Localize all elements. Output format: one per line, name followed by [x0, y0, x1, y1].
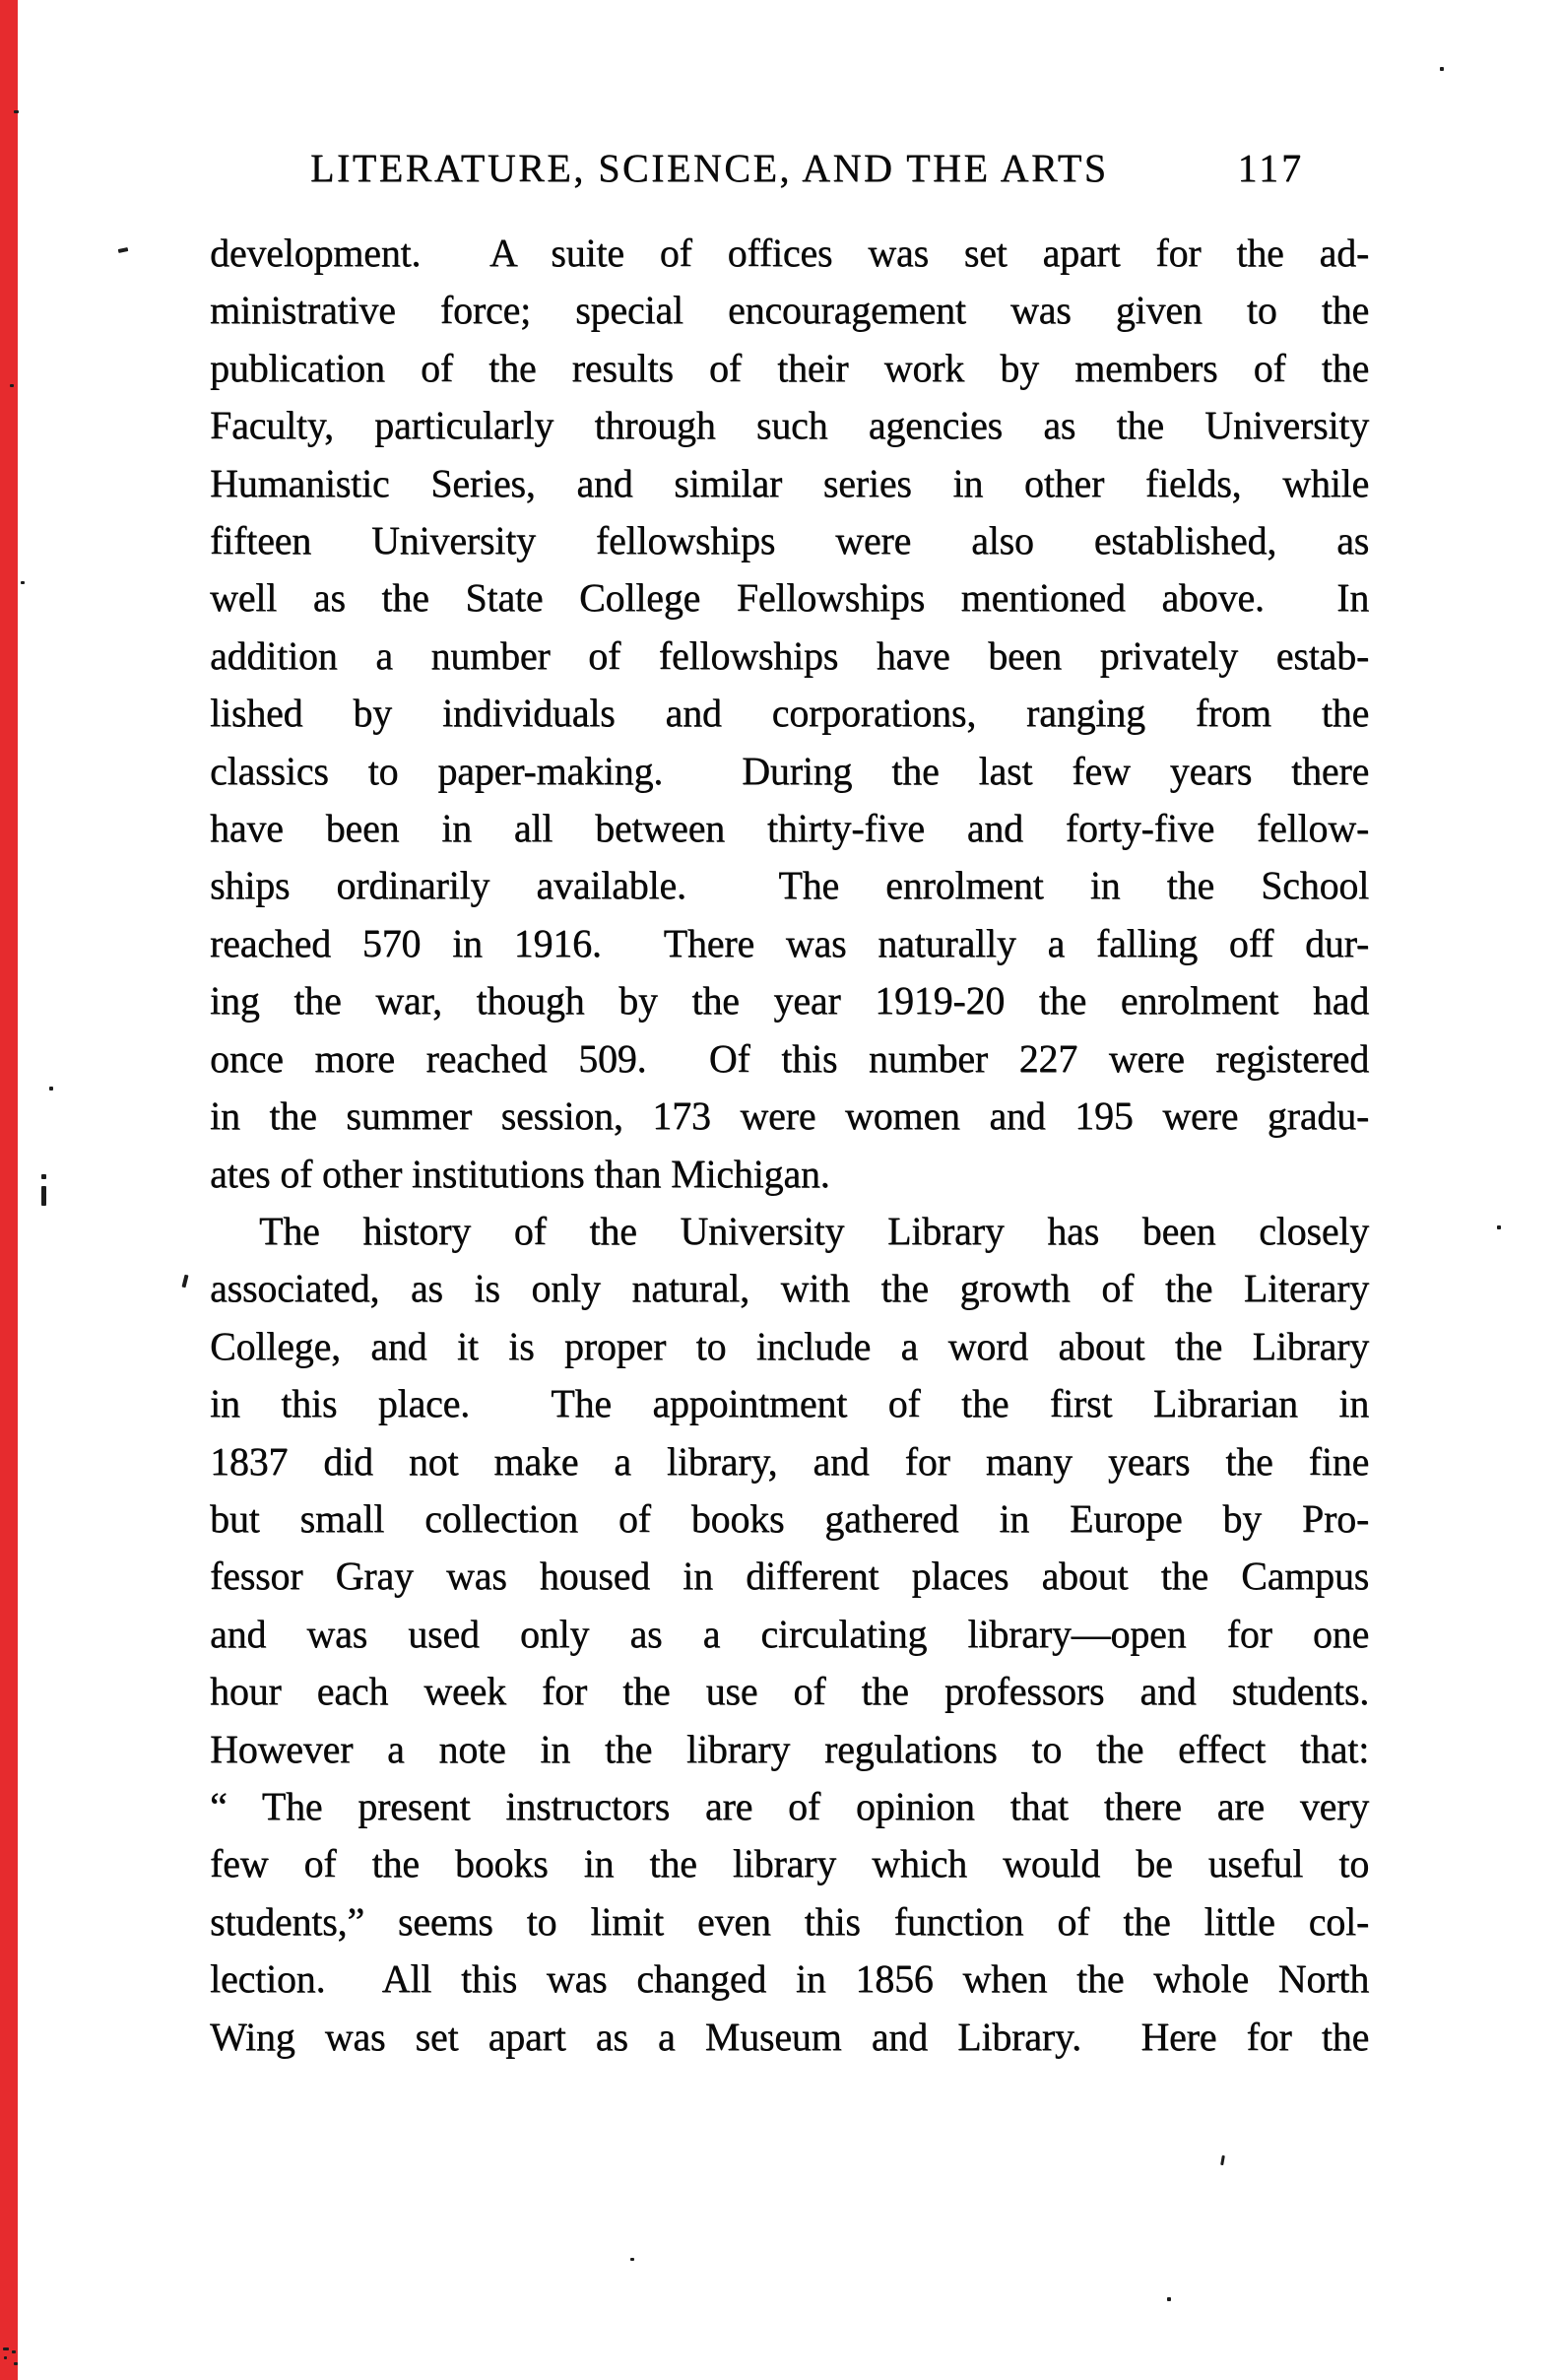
text-line: College, and it is proper to include a word about the Library [210, 1323, 1369, 1368]
scan-speck [14, 110, 19, 113]
text-line: reached 570 in 1916. There was naturally a falling off dur- [210, 920, 1369, 965]
text-line: However a note in the library regulations to the effect that: [210, 1726, 1369, 1771]
text-line: Humanistic Series, and similar series in other fields, while [210, 460, 1369, 505]
text-line: lished by individuals and corporations, ranging from the [210, 691, 1369, 736]
text-line: Faculty, particularly through such agencies as the University [210, 403, 1369, 448]
scan-speck [12, 2350, 16, 2353]
scan-speck [1220, 2155, 1225, 2165]
scan-speck [118, 247, 129, 253]
text-line: development. A suite of offices was set apart for the ad- [210, 231, 1369, 275]
running-head-title: LITERATURE, SCIENCE, AND THE ARTS [310, 146, 1109, 190]
scan-speck [630, 2258, 634, 2261]
text-line: in this place. The appointment of the first Librarian in [210, 1381, 1369, 1426]
text-line-paragraph-start: The history of the University Library has been closely [259, 1208, 1369, 1253]
scan-speck [3, 2347, 9, 2350]
red-binding-edge [0, 0, 18, 2380]
text-line: fifteen University fellowships were also established, as [210, 518, 1369, 563]
text-line: lection. All this was changed in 1856 when the whole North [210, 1956, 1369, 2002]
text-line: publication of the results of their work by members of the [210, 345, 1369, 390]
scan-speck [49, 1087, 53, 1091]
scan-speck [10, 384, 14, 387]
text-line: hour each week for the use of the professors and students. [210, 1669, 1369, 1714]
text-line: but small collection of books gathered in Europe by Pro- [210, 1495, 1369, 1541]
scan-speck [4, 2356, 7, 2359]
page-number: 117 [1237, 146, 1304, 190]
scan-speck [181, 1275, 188, 1289]
scan-speck [14, 2362, 18, 2365]
text-line: 1837 did not make a library, and for many years the fine [210, 1438, 1369, 1484]
text-line: have been in all between thirty-five and forty-five fellow- [210, 806, 1369, 851]
text-line: ships ordinarily available. The enrolment in the School [210, 863, 1369, 908]
text-line: associated, as is only natural, with the growth of the Literary [210, 1266, 1369, 1311]
body-text [210, 225, 1369, 2066]
text-line: ing the war, though by the year 1919-20 the enrolment had [210, 978, 1369, 1024]
text-line: and was used only as a circulating library—open for one [210, 1611, 1369, 1656]
text-line: addition a number of fellowships have been privately estab- [210, 632, 1369, 678]
scan-speck [21, 581, 25, 584]
text-line: well as the State College Fellowships mentioned above. In [210, 575, 1369, 621]
scan-speck [41, 1174, 46, 1179]
scan-speck [1440, 67, 1444, 71]
text-line: few of the books in the library which would be useful to [210, 1841, 1369, 1886]
scan-speck [41, 1186, 46, 1206]
text-line: once more reached 509. Of this number 227 were registered [210, 1035, 1369, 1081]
text-line: ministrative force; special encouragement was given to the [210, 288, 1369, 333]
text-line-paragraph-end: ates of other institutions than Michigan. [210, 1151, 830, 1196]
page-header [210, 146, 1369, 191]
text-line: students,” seems to limit even this function of the little col- [210, 1898, 1369, 1944]
text-line: “ The present instructors are of opinion that there are very [210, 1783, 1369, 1828]
text-line: classics to paper-making. During the last few years there [210, 748, 1369, 793]
text-line: in the summer session, 173 were women and 195 were gradu- [210, 1093, 1369, 1139]
text-line: fessor Gray was housed in different places about the Campus [210, 1554, 1369, 1599]
text-line: Wing was set apart as a Museum and Library. Here for the [210, 2014, 1369, 2059]
scan-speck [1167, 2297, 1171, 2301]
scan-speck [1497, 1225, 1501, 1229]
